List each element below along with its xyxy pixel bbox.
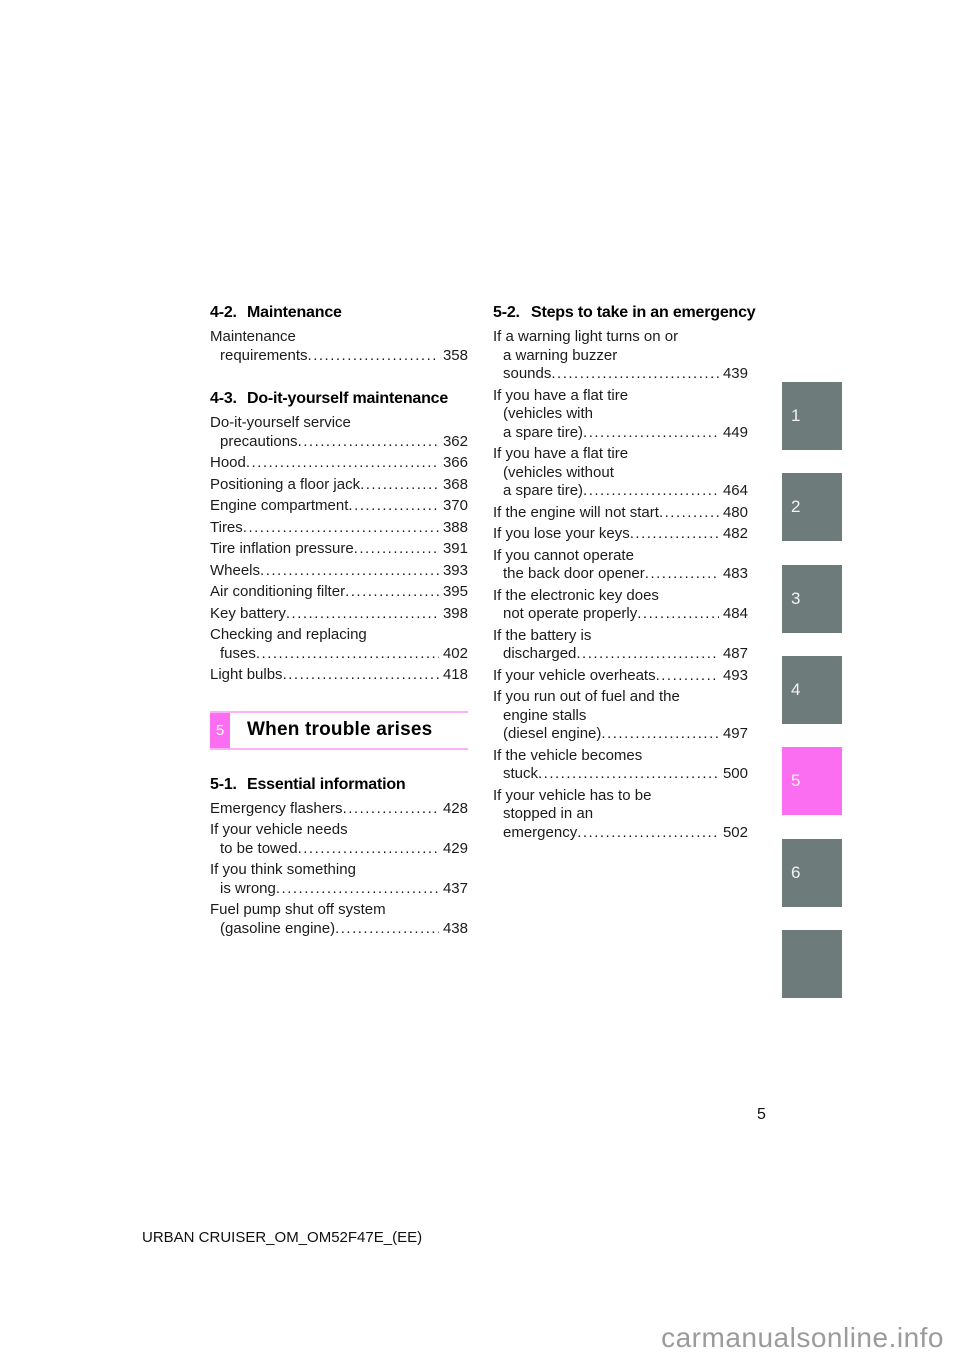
toc-entry: [210, 626, 468, 663]
dot-leader: [286, 605, 439, 624]
entry-text: the back door opener: [503, 565, 645, 582]
section-number: 5-1.: [210, 775, 237, 793]
entry-text: discharged: [503, 645, 577, 662]
entry-page-number: 483: [722, 565, 748, 582]
dot-leader: [283, 666, 439, 685]
toc-entry-line: Maintenance: [210, 328, 296, 345]
section-number: 5-2.: [493, 304, 520, 321]
entry-text: (diesel engine): [503, 725, 602, 742]
entry-text: Positioning a floor jack: [210, 475, 361, 493]
entry-text: Hood: [210, 454, 246, 471]
dot-leader: [630, 525, 719, 544]
toc-entry-line: Checking and replacing: [210, 626, 367, 643]
entry-page-number: 370: [442, 497, 468, 514]
toc-entry-line: [210, 519, 468, 538]
toc-entry-line: If your vehicle has to be: [493, 786, 652, 804]
entry-page-number: 487: [722, 645, 748, 662]
toc-entry-line: Do-it-yourself service: [210, 414, 351, 431]
toc-entry: [210, 540, 468, 559]
toc-entry-line: If a warning light turns on or: [493, 328, 679, 345]
toc-entry-line: [493, 824, 748, 843]
entry-text: Air conditioning filter: [210, 583, 346, 600]
page-number: 5: [757, 1106, 766, 1123]
toc-entry-line: (vehicles without: [503, 463, 614, 481]
dot-leader: [551, 365, 719, 384]
entry-page-number: 398: [442, 604, 468, 622]
entry-page-number: 497: [722, 725, 748, 742]
side-tab-5: 5: [782, 747, 842, 815]
toc-entry-line: [493, 365, 748, 384]
toc-entry: [493, 387, 773, 443]
entry-page-number: 484: [722, 605, 748, 622]
toc-entry-line: [210, 476, 468, 495]
dot-leader: [308, 347, 439, 366]
entry-text: Tires: [210, 518, 243, 536]
dot-leader: [583, 424, 719, 443]
entry-text: sounds: [503, 365, 552, 382]
toc-entry-line: [493, 504, 748, 523]
toc-entry-line: [493, 525, 748, 544]
toc-entry: [493, 547, 773, 584]
toc-entry: [210, 666, 468, 685]
entry-page-number: 428: [442, 799, 468, 817]
entry-text: If you lose your keys: [493, 525, 630, 542]
entry-text: Tire inflation pressure: [210, 540, 354, 557]
dot-leader: [360, 476, 439, 495]
entry-page-number: 464: [722, 482, 748, 499]
toc-entry-line: [210, 562, 468, 581]
chapter-number-badge: 5: [210, 713, 230, 748]
dot-leader: [577, 824, 719, 843]
toc-entry: [493, 504, 773, 523]
toc-section: [210, 775, 468, 939]
dot-leader: [260, 562, 439, 581]
entry-page-number: 439: [722, 365, 748, 382]
toc-entry: [210, 328, 468, 365]
toc-section: [493, 303, 773, 842]
entry-page-number: 418: [442, 666, 468, 683]
toc-entry-line: [493, 667, 748, 686]
entry-text: Light bulbs: [210, 666, 283, 683]
side-tab-4: 4: [782, 656, 842, 724]
toc-entry: [210, 800, 468, 819]
toc-section: [210, 303, 468, 365]
entry-text: (gasoline engine): [220, 919, 336, 937]
footer-document-code: URBAN CRUISER_OM_OM52F47E_(EE): [142, 1229, 423, 1246]
toc-entry: [210, 861, 468, 898]
toc-entry: [493, 587, 773, 624]
dot-leader: [538, 765, 719, 784]
toc-entry-line: If you have a flat tire: [493, 445, 629, 462]
toc-entry: [210, 821, 468, 858]
toc-entry-line: [210, 840, 468, 859]
chapter-title: When trouble arises: [247, 719, 433, 740]
entry-text: not operate properly: [503, 605, 638, 622]
toc-entry: [493, 787, 773, 843]
toc-entry-line: [493, 565, 748, 584]
toc-entry-line: If you think something: [210, 861, 356, 878]
toc-entry: [210, 901, 468, 938]
dot-leader: [601, 725, 719, 744]
dot-leader: [345, 583, 439, 602]
dot-leader: [256, 645, 439, 664]
entry-page-number: 480: [722, 503, 748, 521]
toc-entry-line: If the battery is: [493, 626, 592, 644]
entry-text: If your vehicle overheats: [493, 666, 656, 684]
chapter-banner: [210, 711, 468, 750]
toc-entry: [493, 688, 773, 744]
toc-entry: [210, 497, 468, 516]
toc-entry-line: If you cannot operate: [493, 546, 634, 564]
toc-entry-line: [210, 645, 468, 664]
side-tab-blank: [782, 930, 842, 998]
entry-page-number: 362: [442, 432, 468, 450]
section-heading: [210, 389, 468, 409]
entry-page-number: 429: [442, 839, 468, 857]
section-title: Do-it-yourself maintenance: [247, 390, 449, 407]
entry-page-number: 437: [442, 879, 468, 897]
toc-entry-line: [493, 482, 748, 501]
toc-entry-line: [210, 583, 468, 602]
entry-page-number: 402: [442, 644, 468, 662]
toc-entry: [493, 667, 773, 686]
dot-leader: [637, 605, 719, 624]
dot-leader: [645, 565, 719, 584]
watermark-text: carmanualsonline.info: [661, 1322, 944, 1353]
toc-entry-line: [210, 605, 468, 624]
toc-entry-line: [210, 454, 468, 473]
dot-leader: [298, 840, 439, 859]
entry-text: requirements: [220, 346, 308, 364]
toc-entry: [493, 328, 773, 384]
entry-page-number: 502: [722, 823, 748, 841]
toc-entry-line: [210, 880, 468, 899]
toc-entry-line: a warning buzzer: [503, 346, 618, 364]
entry-text: to be towed: [220, 839, 298, 857]
toc-entry: [493, 445, 773, 501]
section-title: Maintenance: [247, 304, 342, 321]
dot-leader: [659, 504, 719, 523]
entry-text: precautions: [220, 432, 298, 450]
toc-entry-line: [210, 497, 468, 516]
entry-text: stuck: [503, 765, 539, 782]
toc-entry: [493, 747, 773, 784]
entry-page-number: 358: [442, 346, 468, 364]
entry-text: Emergency flashers: [210, 799, 343, 817]
toc-entry-line: [493, 424, 748, 443]
side-tab-1: 1: [782, 382, 842, 450]
toc-entry-line: stopped in an: [503, 805, 594, 822]
entry-page-number: 493: [722, 666, 748, 684]
entry-text: Key battery: [210, 604, 286, 622]
toc-entry-line: If the electronic key does: [493, 586, 659, 604]
toc-right-column: [493, 303, 773, 845]
dot-leader: [576, 645, 719, 664]
dot-leader: [348, 497, 439, 516]
entry-text: a spare tire): [503, 482, 584, 499]
toc-entry: [210, 519, 468, 538]
section-heading: [493, 303, 773, 323]
toc-entry: [210, 562, 468, 581]
toc-entry-line: [210, 800, 468, 819]
entry-text: is wrong: [220, 879, 276, 897]
section-number: 4-3.: [210, 390, 237, 407]
entry-text: a spare tire): [503, 423, 584, 441]
toc-entry-line: [210, 920, 468, 939]
toc-entry-line: [493, 765, 748, 784]
section-heading: [210, 775, 468, 795]
entry-page-number: 438: [442, 919, 468, 937]
toc-entry-line: [210, 433, 468, 452]
dot-leader: [276, 880, 439, 899]
entry-page-number: 500: [722, 765, 748, 782]
side-tab-2: 2: [782, 473, 842, 541]
dot-leader: [343, 800, 439, 819]
toc-entry-line: If you have a flat tire: [493, 386, 629, 404]
toc-entry-line: Fuel pump shut off system: [210, 901, 386, 918]
toc-entry-line: If your vehicle needs: [210, 821, 348, 838]
section-title: Steps to take in an emergency: [531, 304, 756, 321]
dot-leader: [243, 519, 439, 538]
section-number: 4-2.: [210, 304, 237, 321]
side-tab-3: 3: [782, 565, 842, 633]
toc-entry-line: [210, 666, 468, 685]
entry-page-number: 482: [722, 525, 748, 542]
dot-leader: [246, 454, 439, 473]
entry-text: Wheels: [210, 561, 261, 579]
toc-entry-line: engine stalls: [503, 706, 587, 724]
toc-entry: [210, 605, 468, 624]
toc-entry-line: [493, 645, 748, 664]
section-heading: [210, 303, 468, 323]
toc-entry: [493, 525, 773, 544]
toc-entry: [210, 476, 468, 495]
entry-text: Engine compartment: [210, 497, 349, 514]
dot-leader: [354, 540, 439, 559]
toc-entry-line: [210, 347, 468, 366]
dot-leader: [298, 433, 439, 452]
entry-page-number: 449: [722, 423, 748, 441]
entry-page-number: 368: [442, 475, 468, 493]
entry-text: emergency: [503, 823, 578, 841]
toc-entry-line: If the vehicle becomes: [493, 746, 643, 764]
toc-section: [210, 389, 468, 685]
section-title: Essential information: [247, 775, 406, 793]
entry-page-number: 366: [442, 454, 468, 471]
toc-entry: [493, 627, 773, 664]
toc-entry: [210, 454, 468, 473]
toc-entry-line: If you run out of fuel and the: [493, 688, 680, 705]
toc-left-column: [210, 303, 468, 941]
toc-entry-line: [210, 540, 468, 559]
toc-entry-line: (vehicles with: [503, 405, 594, 422]
entry-page-number: 393: [442, 561, 468, 579]
entry-text: fuses: [220, 644, 256, 662]
dot-leader: [335, 920, 439, 939]
toc-entry: [210, 414, 468, 451]
entry-page-number: 391: [442, 540, 468, 557]
toc-entry-line: [493, 605, 748, 624]
side-tab-6: 6: [782, 839, 842, 907]
toc-entry-line: [493, 725, 748, 744]
entry-text: If the engine will not start: [493, 503, 659, 521]
entry-page-number: 395: [442, 583, 468, 600]
dot-leader: [583, 482, 719, 501]
entry-page-number: 388: [442, 518, 468, 536]
dot-leader: [656, 667, 719, 686]
toc-entry: [210, 583, 468, 602]
